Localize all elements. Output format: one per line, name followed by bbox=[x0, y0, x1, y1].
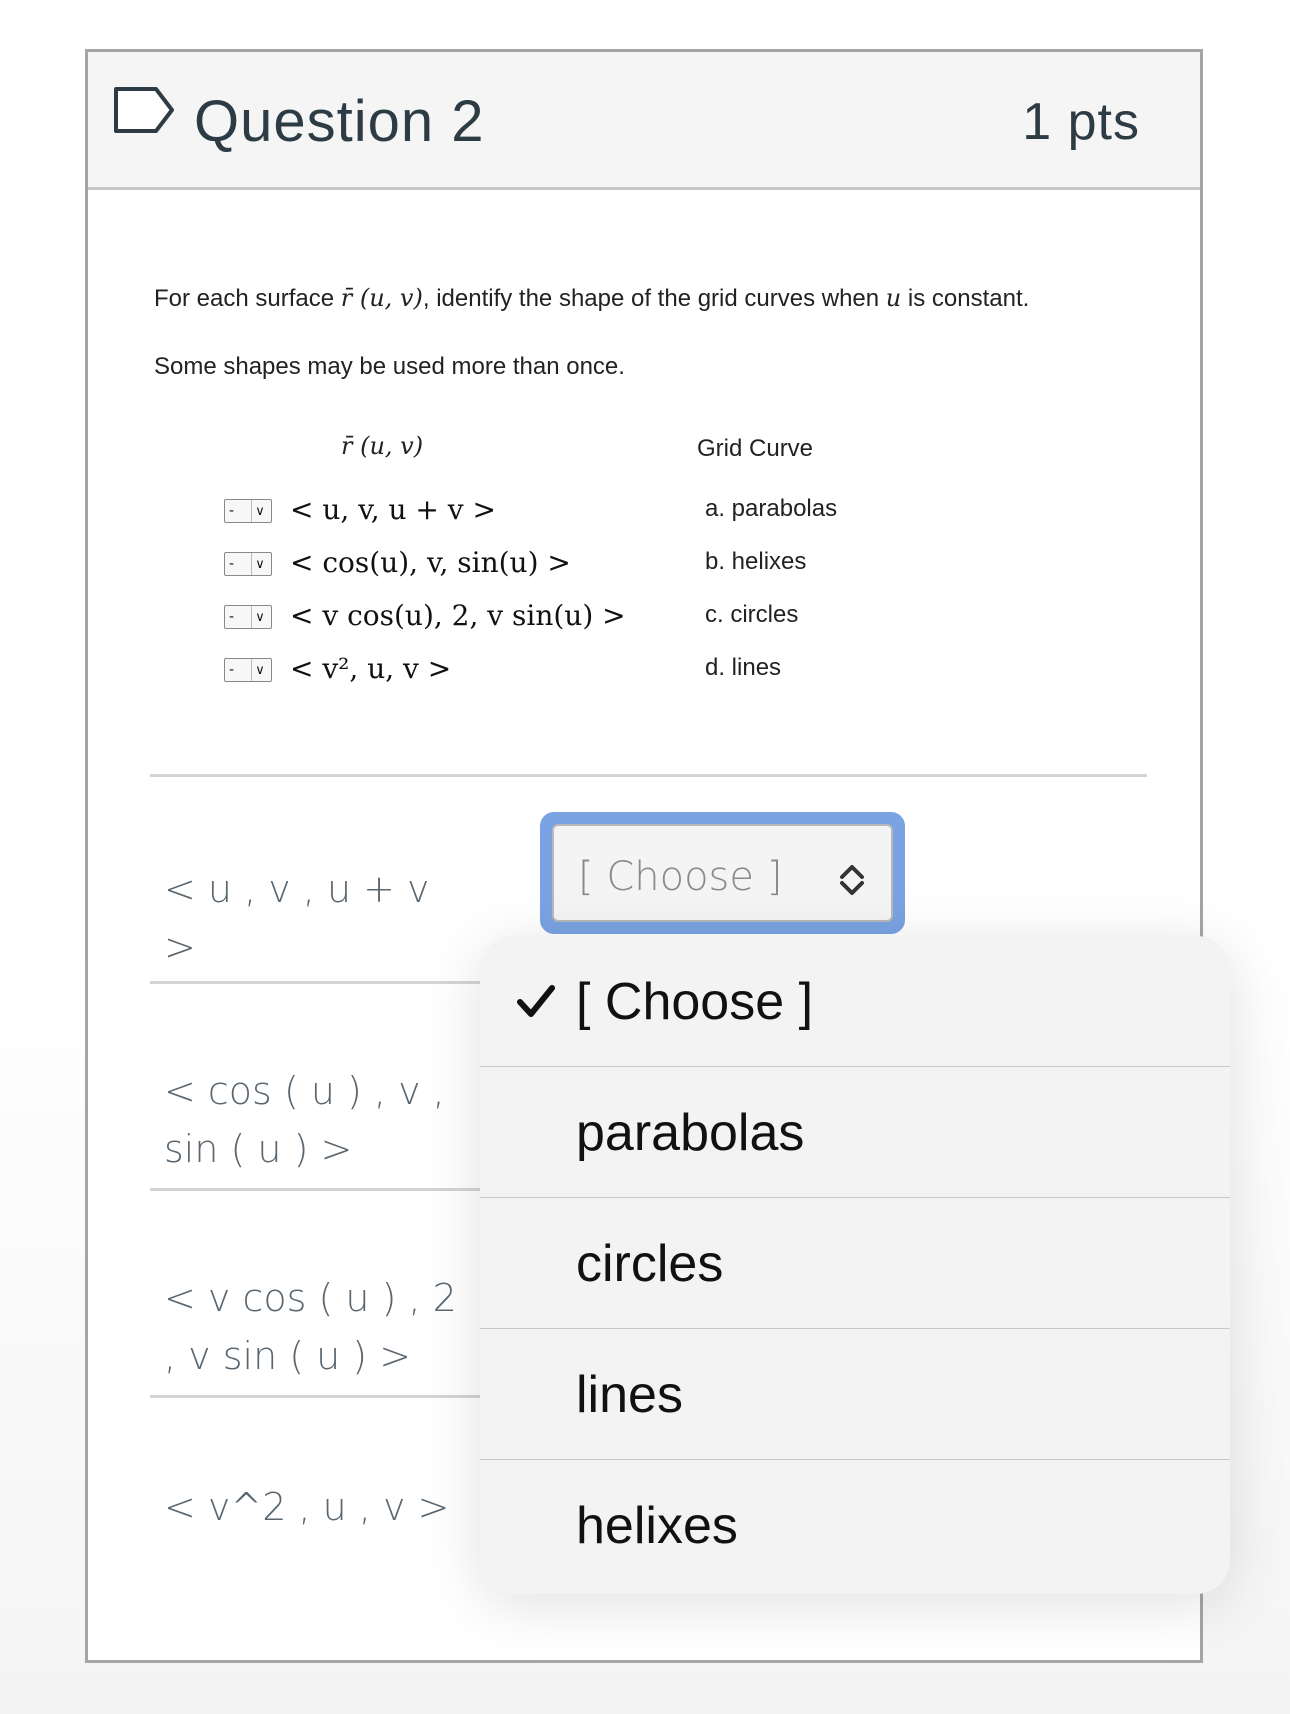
dropdown-option-label: parabolas bbox=[576, 1104, 805, 1162]
dropdown-option-label: circles bbox=[576, 1235, 724, 1293]
dropdown-option-choose[interactable] bbox=[480, 936, 1230, 1067]
flag-question-icon[interactable] bbox=[112, 85, 176, 135]
surface-column-header: r̄ (u, v) bbox=[341, 432, 424, 460]
mini-select-1[interactable]: - ∨ bbox=[224, 499, 272, 523]
dropdown-option-circles[interactable] bbox=[480, 1198, 1230, 1329]
question-prompt: For each surface r̄ (u, v), identify the shape of the grid curves when u is constant. bbox=[154, 284, 1030, 312]
dropdown-option-parabolas[interactable] bbox=[480, 1067, 1230, 1198]
chevron-down-icon: ∨ bbox=[251, 553, 268, 575]
mini-select-3[interactable]: - ∨ bbox=[224, 605, 272, 629]
dropdown-menu bbox=[480, 936, 1230, 1594]
chevron-down-icon: ∨ bbox=[251, 606, 268, 628]
dropdown-option-label: lines bbox=[576, 1366, 683, 1424]
dropdown-option-lines[interactable] bbox=[480, 1329, 1230, 1460]
dropdown-option-helixes[interactable] bbox=[480, 1460, 1230, 1591]
formula-3: < v cos(u), 2, v sin(u) > bbox=[290, 599, 626, 632]
mini-select-4[interactable]: - ∨ bbox=[224, 658, 272, 682]
question-header bbox=[88, 52, 1200, 190]
question-title: Question 2 bbox=[194, 89, 485, 154]
shape-option-b: b. helixes bbox=[705, 548, 807, 575]
answer-select-value: [ Choose ] bbox=[578, 854, 783, 900]
chevron-down-icon: ∨ bbox=[251, 500, 268, 522]
formula-1: < u, v, u + v > bbox=[290, 493, 496, 526]
shape-option-a: a. parabolas bbox=[705, 495, 838, 522]
mini-select-2[interactable]: - ∨ bbox=[224, 552, 272, 576]
question-note: Some shapes may be used more than once. bbox=[154, 353, 625, 380]
chevron-down-icon: ∨ bbox=[251, 659, 268, 681]
answer-label-1: < u , v , u + v > bbox=[164, 867, 430, 969]
question-points: 1 pts bbox=[1022, 93, 1140, 151]
shape-option-c: c. circles bbox=[705, 601, 799, 628]
checkmark-icon bbox=[516, 984, 556, 1020]
answer-label-2: < cos ( u ) , v , sin ( u ) > bbox=[164, 1069, 445, 1171]
answer-select-1[interactable] bbox=[540, 812, 905, 934]
answer-label-3: < v cos ( u ) , 2 , v sin ( u ) > bbox=[164, 1276, 457, 1378]
grid-curve-column-header: Grid Curve bbox=[697, 435, 814, 462]
answer-select-box[interactable] bbox=[552, 824, 893, 922]
formula-2: < cos(u), v, sin(u) > bbox=[290, 546, 571, 579]
updown-chevron-icon bbox=[837, 862, 867, 898]
divider bbox=[150, 774, 1147, 777]
shape-option-d: d. lines bbox=[705, 654, 782, 681]
dropdown-option-label: [ Choose ] bbox=[576, 973, 814, 1031]
dropdown-option-label: helixes bbox=[576, 1497, 738, 1555]
formula-4: < v², u, v > bbox=[290, 652, 452, 685]
answer-label-4: < v^2 , u , v > bbox=[164, 1485, 450, 1529]
